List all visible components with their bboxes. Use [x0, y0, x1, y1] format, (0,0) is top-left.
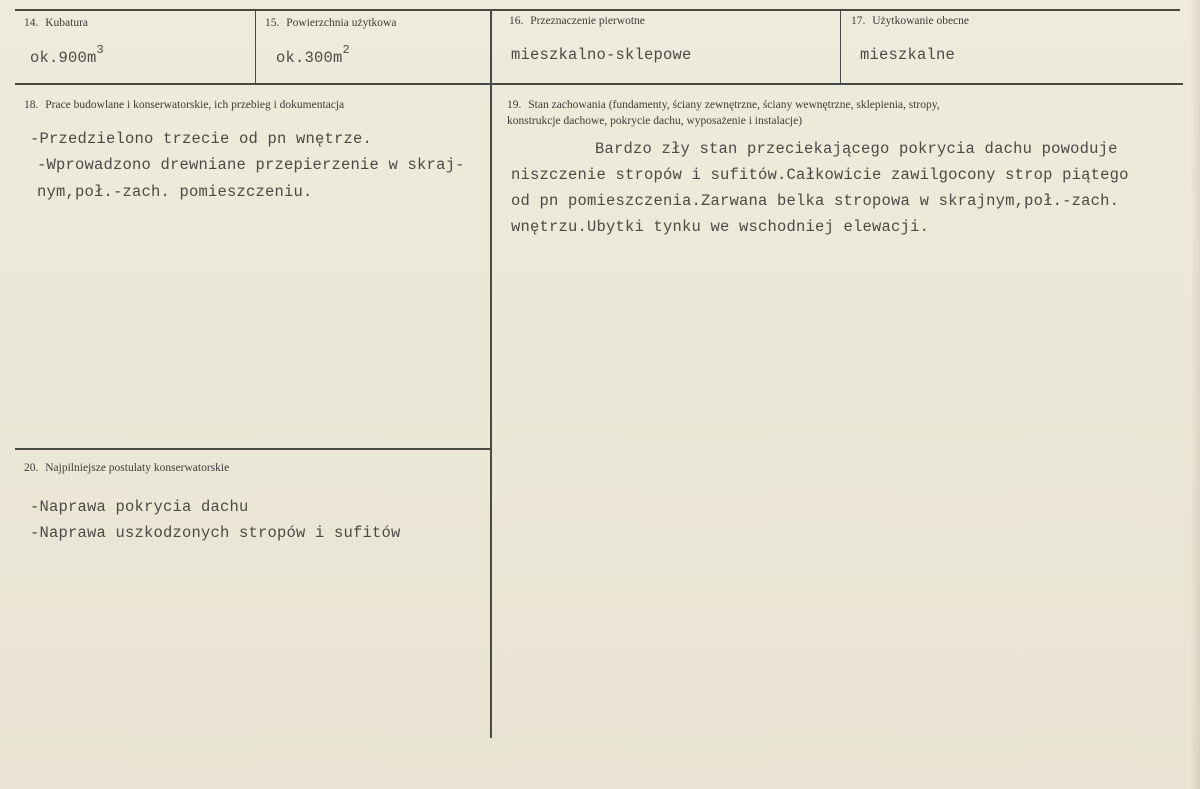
field-15-label: [265, 17, 396, 29]
field-20-label: [24, 462, 229, 474]
field-18-label: [24, 99, 344, 111]
field-16-value: mieszkalno-sklepowe: [511, 46, 692, 64]
field-16-number: 16.: [509, 15, 524, 27]
section20-top-rule: [15, 448, 491, 450]
field-16-label: [509, 15, 645, 27]
field-19-title: Stan zachowania (fundamenty, ściany zewnętrzne, ściany wewnętrzne, sklepienia, stropy,: [528, 99, 940, 111]
field-18-number: 18.: [24, 99, 39, 111]
row1-bottom-rule: [15, 83, 1183, 85]
field-19-number: 19.: [507, 99, 522, 111]
divider-16-17: [840, 10, 841, 84]
stan-line-3: od pn pomieszczenia.Zarwana belka stropowa w skrajnym,poł.-zach.: [511, 192, 1120, 210]
stan-line-2: niszczenie stropów i sufitów.Całkowicie zawilgocony strop piątego: [511, 166, 1129, 184]
prace-line-1: -Przedzielono trzecie od pn wnętrze.: [30, 130, 373, 148]
divider-14-15: [255, 10, 256, 84]
field-15-value: [276, 43, 350, 68]
field-14-label: [24, 17, 88, 29]
field-16-title: Przeznaczenie pierwotne: [530, 15, 645, 27]
field-18-title: Prace budowlane i konserwatorskie, ich przebieg i dokumentacja: [45, 99, 345, 111]
prace-line-3: nym,poł.-zach. pomieszczeniu.: [37, 183, 313, 201]
field-20-number: 20.: [24, 462, 39, 474]
field-17-number: 17.: [851, 15, 866, 27]
stan-line-1: Bardzo zły stan przeciekającego pokrycia dachu powoduje: [595, 140, 1118, 158]
powierzchnia-value: ok.300m: [276, 49, 343, 68]
field-14-number: 14.: [24, 17, 39, 29]
prace-line-2: -Wprowadzono drewniane przepierzenie w skraj-: [37, 156, 465, 174]
powierzchnia-unit-exponent: 2: [342, 43, 350, 57]
field-17-title: Użytkowanie obecne: [872, 15, 970, 27]
field-17-value: mieszkalne: [860, 46, 956, 64]
kubatura-value: ok.900m: [30, 49, 97, 68]
field-20-title: Najpilniejsze postulaty konserwatorskie: [45, 462, 230, 474]
postulaty-line-2: -Naprawa uszkodzonych stropów i sufitów: [30, 524, 401, 542]
field-14-value: [30, 43, 104, 68]
postulaty-line-1: -Naprawa pokrycia dachu: [30, 498, 249, 516]
card-edge-shadow: [1190, 0, 1200, 789]
top-rule: [15, 9, 1180, 11]
field-19-title-line-2: konstrukcje dachowe, pokrycie dachu, wyposażenie i instalacje): [507, 115, 803, 127]
stan-line-4: wnętrzu.Ubytki tynku we wschodniej elewacji.: [511, 218, 930, 236]
kubatura-unit-exponent: 3: [96, 43, 104, 57]
field-14-title: Kubatura: [45, 17, 89, 29]
field-19-label: [507, 97, 940, 129]
field-15-title: Powierzchnia użytkowa: [286, 17, 397, 29]
divider-15-16: [490, 10, 492, 738]
field-17-label: [851, 15, 969, 27]
field-19-title-line-1: [507, 97, 940, 113]
field-15-number: 15.: [265, 17, 280, 29]
